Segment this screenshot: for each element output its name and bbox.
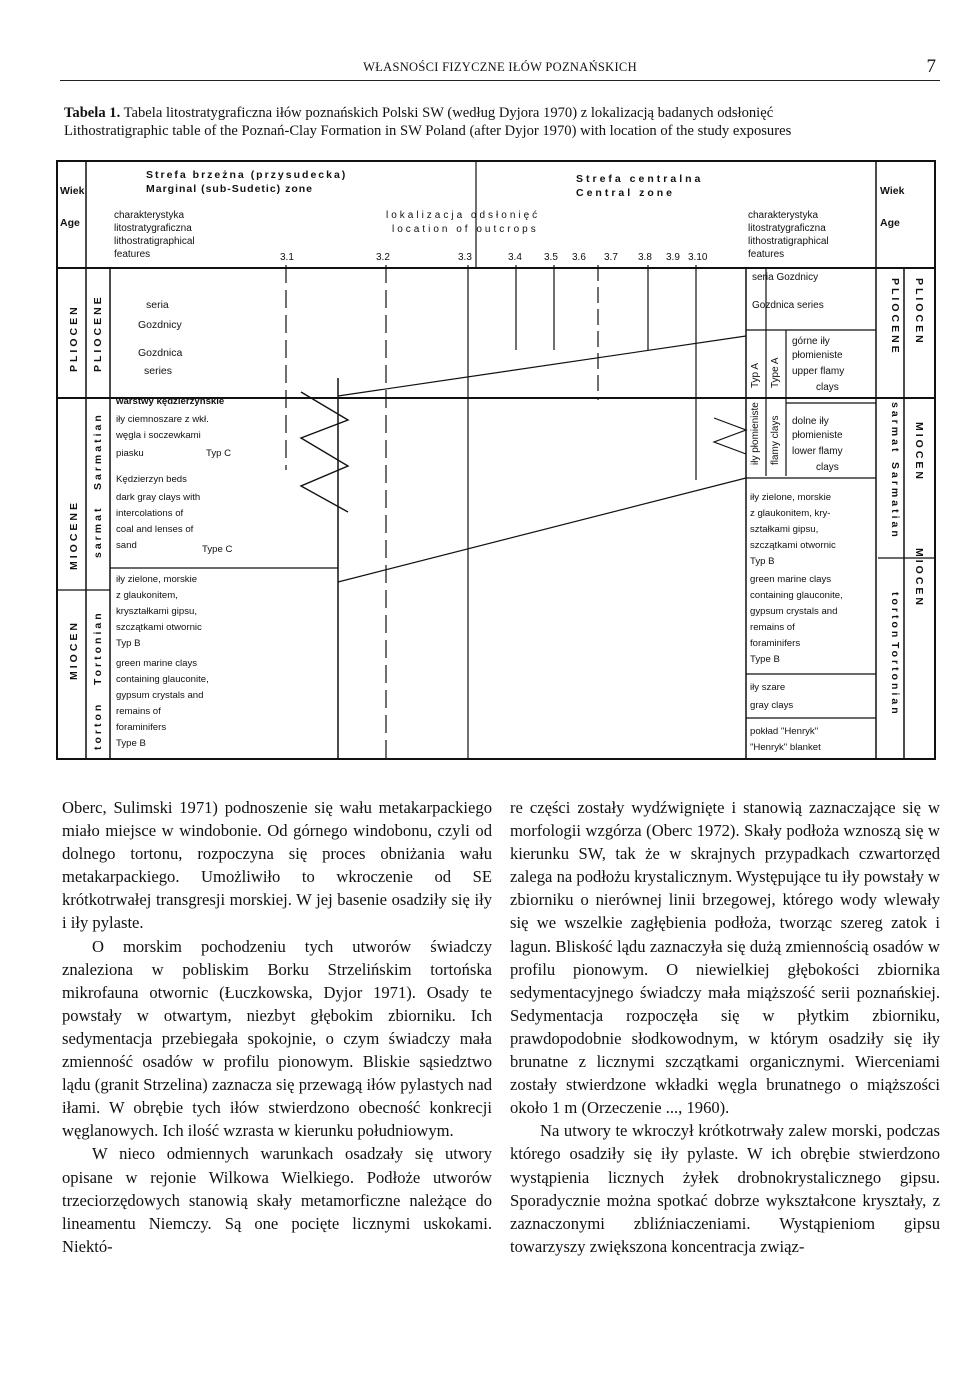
marginal-zone-pl: Strefa brzeżna (przysudecka) <box>146 169 348 181</box>
text-column-left <box>62 796 492 1258</box>
svg-text:clays: clays <box>816 462 839 473</box>
miocen-right-2: MIOCEN <box>913 548 925 608</box>
table-caption <box>64 104 954 140</box>
typ-a: Typ A <box>750 362 761 388</box>
features-pl-right: charakterystyka <box>748 210 819 221</box>
right-gozdnica: seria Gozdnicy <box>752 272 819 283</box>
svg-text:remains of: remains of <box>116 706 161 717</box>
pliocen-label: PLIOCEN <box>68 304 80 372</box>
svg-text:intercolations of: intercolations of <box>116 508 184 519</box>
text-column-right <box>510 796 940 1258</box>
svg-text:litostratygraficzna: litostratygraficzna <box>114 223 192 234</box>
svg-text:ształkami gipsu,: ształkami gipsu, <box>750 524 819 535</box>
svg-text:dark gray clays with: dark gray clays with <box>116 492 201 503</box>
svg-text:sand: sand <box>116 540 137 551</box>
svg-text:containing glauconite,: containing glauconite, <box>750 590 843 601</box>
svg-text:kryształkami gipsu,: kryształkami gipsu, <box>116 606 198 617</box>
svg-text:z glaukonitem, kry-: z glaukonitem, kry- <box>750 508 831 519</box>
outcrop-label: 3.1 <box>280 252 294 263</box>
wiek-label-right: Wiek <box>880 185 905 197</box>
miocene-label: MIOCENE <box>68 499 80 570</box>
svg-text:piasku: piasku <box>116 448 144 459</box>
outcrop-label: 3.10 <box>688 252 708 263</box>
running-header <box>60 56 940 81</box>
svg-text:Type B: Type B <box>116 738 146 749</box>
svg-text:coal and lenses of: coal and lenses of <box>116 524 194 535</box>
svg-text:Typ B: Typ B <box>750 556 775 567</box>
svg-text:Gozdnicy: Gozdnicy <box>138 319 182 331</box>
svg-text:gypsum crystals and: gypsum crystals and <box>750 606 838 617</box>
sarmatian-right: Sarmatian <box>889 462 901 540</box>
outcrop-label: 3.4 <box>508 252 522 263</box>
svg-text:Gozdnica: Gozdnica <box>138 347 183 359</box>
svg-text:szczątkami otwornic: szczątkami otwornic <box>116 622 202 633</box>
outcrop-label: 3.7 <box>604 252 618 263</box>
caption-polish: Tabela litostratygraficzna iłów poznańskich Polski SW (według Dyjora 1970) z lokalizacją badanych odsłonięć <box>123 105 774 121</box>
lower-flamy: dolne iły <box>792 416 829 427</box>
svg-text:litostratygraficzna: litostratygraficzna <box>748 223 826 234</box>
torton-right: torton <box>889 592 901 641</box>
svg-text:remains of: remains of <box>750 622 795 633</box>
svg-text:features: features <box>748 249 785 260</box>
left-kedzierzyn: warstwy kędzierzyńskie <box>116 396 225 407</box>
svg-text:containing glauconite,: containing glauconite, <box>116 674 209 685</box>
page-number: 7 <box>926 56 936 77</box>
svg-text:Type B: Type B <box>750 654 780 665</box>
paragraph: re części zostały wydźwignięte i stanowią zaznaczające się w morfologii wzgórza (Oberc 1972). Skały podłoża wznoszą się w kierunku SW, tak że w skrajnych przypadkach czwartorzęd zalega na podłożu krystalicznym. Występujące tu iły powstały w zbiorniku o nierównej linii brzegowej, którego wody wlewały się we wszelkie zagłębienia podłoża, tworząc szereg zatok i lagun. Bliskość lądu zaznaczyła się dużą zmiennością osadów w profilu pionowym. O niewielkiej głębokości zbiornika sedymentacyjnego świadczy mała miąższość serii poznańskiej. Sedymentacja rozpoczęła się w płytkim zbiorniku, prawdopodobnie słodkowodnym, w którym osadziły się iły brunatne z licznymi szczątkami organicznymi. Wierceniami zostały stwierdzone wkładki węgla brunatnego o miąższości około 1 m (Orzeczenie ..., 1960). <box>510 798 940 1118</box>
svg-text:features: features <box>114 249 151 260</box>
svg-text:Type C: Type C <box>202 544 233 555</box>
svg-text:green marine clays: green marine clays <box>750 574 832 585</box>
paragraph: Na utwory te wkroczył krótkotrwały zalew morski, podczas którego osadziły się iły pylaste. W ich obrębie stwierdzono wystąpienia licznych żyłek drobnokrystalicznego gipsu. Sporadycznie można spotkać dobrze wykształcone kryształy, z zaznaczonymi zbliźniaczeniami. Wystąpieniom gipsu towarzyszy zwiększona koncentracja związ- <box>510 1121 940 1256</box>
svg-text:series: series <box>144 365 173 377</box>
age-label-right: Age <box>880 217 900 229</box>
svg-text:"Henryk" blanket: "Henryk" blanket <box>750 742 821 753</box>
left-green-clays: iły zielone, morskie <box>116 574 198 585</box>
marginal-zone-en: Marginal (sub-Sudetic) zone <box>146 183 314 195</box>
type-a: Type A <box>770 357 781 388</box>
features-en: lithostratigraphical <box>114 236 195 247</box>
outcrop-label: 3.6 <box>572 252 586 263</box>
svg-text:Typ C: Typ C <box>206 448 232 459</box>
svg-text:Gozdnica series: Gozdnica series <box>752 300 824 311</box>
age-label: Age <box>60 217 80 229</box>
upper-flamy: górne iły <box>792 336 830 347</box>
svg-text:z glaukonitem,: z glaukonitem, <box>116 590 178 601</box>
paragraph: Oberc, Sulimski 1971) podnoszenie się wału metakarpackiego miało miejsce w windobonie. Od górnego windobonu, czyli od dolnego tortonu, rozpoczyna się proces obniżania wału metakarpackiego. Umożliwiło to wkroczenie od SE krótkotrwałej transgresji morskiej. W jej basenie osadziły się iły i iły pylaste. <box>62 798 492 933</box>
svg-text:clays: clays <box>816 382 839 393</box>
flamy-en: flamy clays <box>770 415 781 465</box>
svg-text:Kędzierzyn beds: Kędzierzyn beds <box>116 474 187 485</box>
location-pl: lokalizacja odsłonięć <box>386 210 541 221</box>
central-zone-en: Central zone <box>576 187 676 199</box>
svg-text:foraminifers: foraminifers <box>750 638 801 649</box>
flamy-pl: iły płomieniste <box>750 402 761 465</box>
outcrop-label: 3.5 <box>544 252 558 263</box>
paragraph: W nieco odmiennych warunkach osadzały się utwory opisane w rejonie Wilkowa Wielkiego. Podłoże utworów trzeciorzędowych stanowią skały metamorficzne należące do lineamentu Niemczy. Są one pocięte licznymi uskokami. Niektó- <box>62 1144 492 1256</box>
torton-label: torton <box>92 701 104 750</box>
outcrop-label: 3.8 <box>638 252 652 263</box>
svg-text:lower flamy: lower flamy <box>792 446 843 457</box>
pliocen-right: PLIOCEN <box>913 278 925 346</box>
wiek-label: Wiek <box>60 185 85 197</box>
sarmat-label: sarmat <box>92 505 104 558</box>
miocen-label: MIOCEN <box>68 620 80 680</box>
sarmatian-label: Sarmatian <box>92 412 104 490</box>
svg-text:upper flamy: upper flamy <box>792 366 845 377</box>
central-zone-pl: Strefa centralna <box>576 173 704 185</box>
svg-text:płomieniste: płomieniste <box>792 430 843 441</box>
pliocene-right: PLIOCENE <box>889 278 901 356</box>
svg-text:green marine clays: green marine clays <box>116 658 198 669</box>
location-en: location of outcrops <box>392 224 539 235</box>
svg-text:iły ciemnoszare z wkł.: iły ciemnoszare z wkł. <box>116 414 209 425</box>
left-gozdnica: seria <box>146 299 169 311</box>
miocen-right-1: MIOCEN <box>913 422 925 482</box>
svg-text:płomieniste: płomieniste <box>792 350 843 361</box>
outcrop-label: 3.9 <box>666 252 680 263</box>
tortonian-right: Tortonian <box>889 642 901 717</box>
right-green-clays: iły zielone, morskie <box>750 492 832 503</box>
features-en-right: lithostratigraphical <box>748 236 829 247</box>
svg-text:gypsum crystals and: gypsum crystals and <box>116 690 204 701</box>
svg-text:szczątkami otwornic: szczątkami otwornic <box>750 540 836 551</box>
caption-english: Lithostratigraphic table of the Poznań-Clay Formation in SW Poland (after Dyjor 1970) with location of the study exposures <box>64 123 792 139</box>
outcrop-label: 3.3 <box>458 252 472 263</box>
lithostratigraphic-table <box>56 160 936 760</box>
features-pl: charakterystyka <box>114 210 185 221</box>
svg-text:gray clays: gray clays <box>750 700 794 711</box>
svg-text:foraminifers: foraminifers <box>116 722 167 733</box>
henryk-blanket: pokład "Henryk" <box>750 726 819 737</box>
outcrop-label: 3.2 <box>376 252 390 263</box>
pliocene-label: PLIOCENE <box>92 294 104 372</box>
caption-label: Tabela 1. <box>64 105 121 121</box>
right-gray-clays: iły szare <box>750 682 786 693</box>
running-title: WŁASNOŚCI FIZYCZNE IŁÓW POZNAŃSKICH <box>363 60 637 74</box>
svg-text:Typ B: Typ B <box>116 638 141 649</box>
svg-text:węgla i soczewkami: węgla i soczewkami <box>116 430 201 441</box>
tortonian-label: Tortonian <box>92 610 104 685</box>
paragraph: O morskim pochodzeniu tych utworów świadczy znaleziona w pobliskim Borku Strzelińskim tortońska mikrofauna otwornic (Łuczkowska, Dyjor 1971). Osady te powstały w otwartym, niezbyt głębokim zbiorniku. Ich sedymentacja przebiegała spokojnie, o czym świadczy mała zmienność osadów w profilu pionowym. Bliskie sąsiedztwo lądu (granit Strzelina) zaznacza się przewagą iłów pylastych nad iłami. W obrębie tych iłów stwierdzono obecność konkrecji węglanowych. Ich ilość wzrasta w kierunku południowym. <box>62 936 492 1141</box>
sarmat-right: sarmat <box>889 402 901 455</box>
